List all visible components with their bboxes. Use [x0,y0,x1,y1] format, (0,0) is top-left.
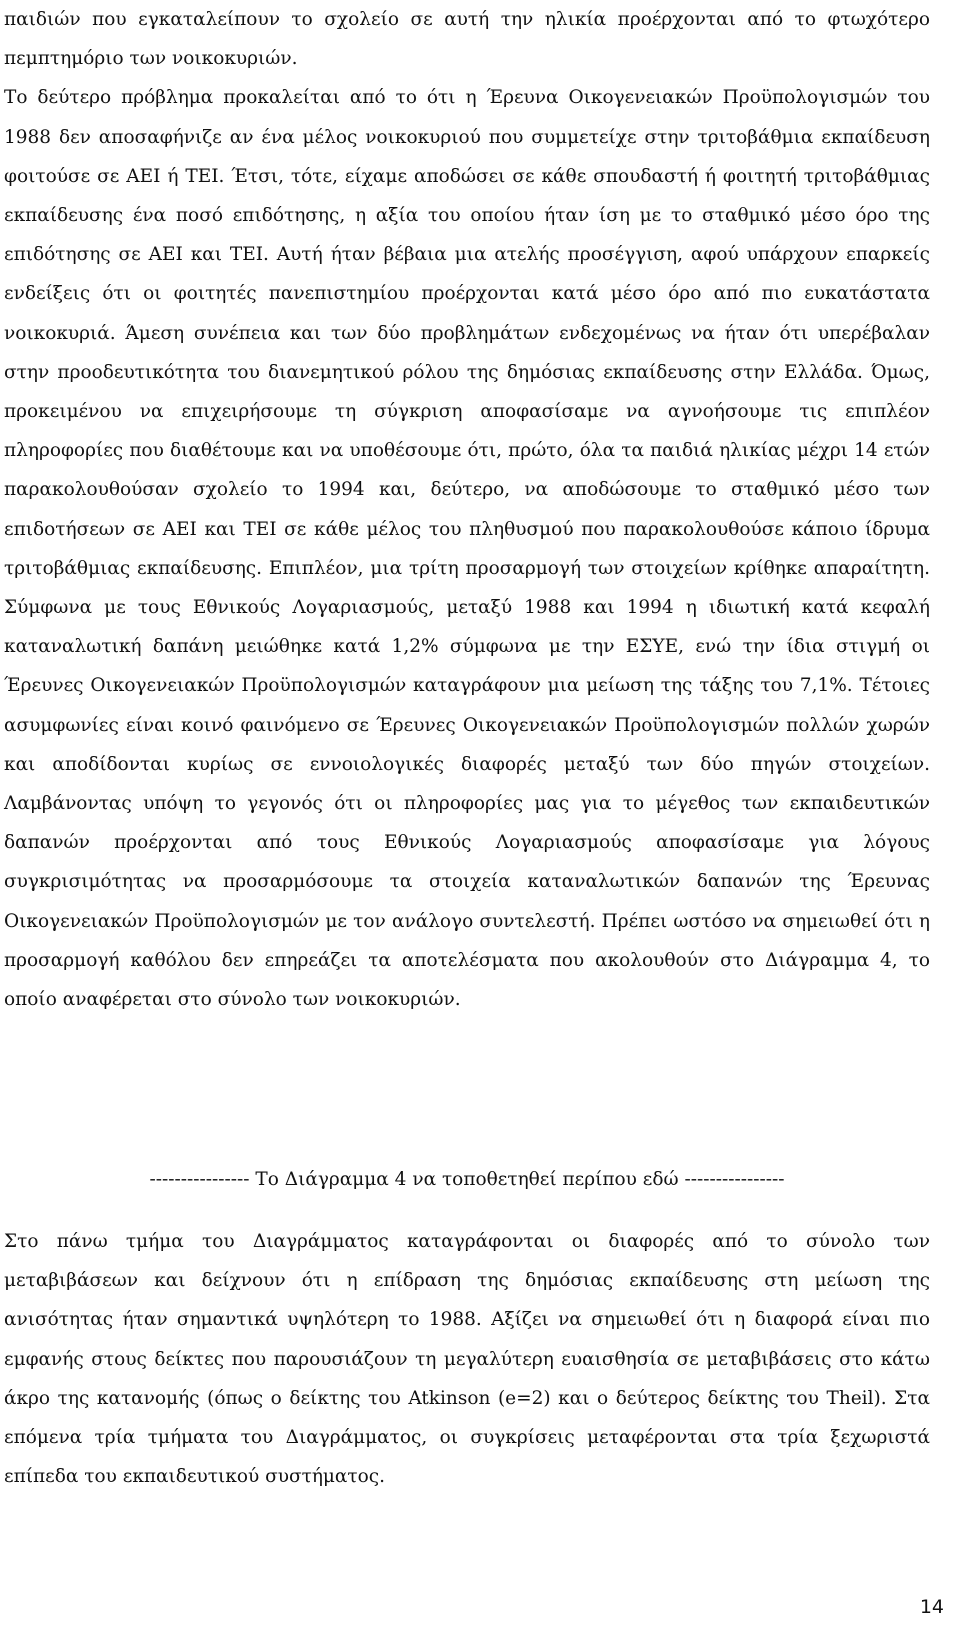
paragraph-1: παιδιών που εγκαταλείπουν το σχολείο σε αυτή την ηλικία προέρχονται από το φτωχότερο πεμπτημόριο των νοικοκυριών. [4,9,930,70]
page-number: 14 [919,1596,944,1618]
document-page [4,0,930,1488]
paragraph-2: Το δεύτερο πρόβλημα προκαλείται από το ότι η Έρευνα Οικογενειακών Προϋπολογισμών του 1988 δεν αποσαφήνιζε αν ένα μέλος νοικοκυριού που συμμετείχε στην τριτοβάθμια εκπαίδευση φοιτούσε σε ΑΕΙ ή ΤΕΙ. Έτσι, τότε, είχαμε αποδώσει σε κάθε σπουδαστή ή φοιτητή τριτοβάθμιας εκπαίδευσης ένα ποσό επιδότησης, η αξία του οποίου ήταν ίση με το σταθμικό μέσο όρο της επιδότησης σε ΑΕΙ και ΤΕΙ. Αυτή ήταν βέβαια μια ατελής προσέγγιση, αφού υπάρχουν επαρκείς ενδείξεις ότι οι φοιτητές πανεπιστημίου προέρχονται κατά μέσο όρο από πιο ευκατάστατα νοικοκυριά. Άμεση συνέπεια και των δύο προβλημάτων ενδεχομένως να ήταν ότι υπερέβαλαν στην προοδευτικότητα του διανεμητικού ρόλου της δημόσιας εκπαίδευσης στην Ελλάδα. Όμως, προκειμένου να επιχειρήσουμε τη σύγκριση αποφασίσαμε να αγνοήσουμε τις επιπλέον πληροφορίες που διαθέτουμε και να υποθέσουμε ότι, πρώτο, όλα τα παιδιά ηλικίας μέχρι 14 ετών παρακολουθούσαν σχολείο το 1994 και, δεύτερο, να αποδώσουμε το σταθμικό μέσο των επιδοτήσεων σε ΑΕΙ και ΤΕΙ σε κάθε μέλος του πληθυσμού που παρακολουθούσε κάποιο ίδρυμα τριτοβάθμιας εκπαίδευσης. Επιπλέον, μια τρίτη προσαρμογή των στοιχείων κρίθηκε απαραίτητη. Σύμφωνα με τους Εθνικούς Λογαριασμούς, μεταξύ 1988 και 1994 η ιδιωτική κατά κεφαλή καταναλωτική δαπάνη μειώθηκε κατά 1,2% σύμφωνα με την ΕΣΥΕ, ενώ την ίδια στιγμή οι Έρευνες Οικογενειακών Προϋπολογισμών καταγράφουν μια μείωση της τάξης του 7,1%. Τέτοιες ασυμφωνίες είναι κοινό φαινόμενο σε Έρευνες Οικογενειακών Προϋπολογισμών πολλών χωρών και αποδίδονται κυρίως σε εννοιολογικές διαφορές μεταξύ των δύο πηγών στοιχείων. Λαμβάνοντας υπόψη το γεγονός ότι οι πληροφορίες μας για το μέγεθος των εκπαιδευτικών δαπανών προέρχονται από τους Εθνικούς Λογαριασμούς αποφασίσαμε για λόγους συγκρισιμότητας να προσαρμόσουμε τα στοιχεία καταναλωτικών δαπανών της Έρευνας Οικογενειακών Προϋπολογισμών με τον ανάλογο συντελεστή. Πρέπει ωστόσο να σημειωθεί ότι η προσαρμογή καθόλου δεν επηρεάζει τα αποτελέσματα που ακολουθούν στο Διάγραμμα 4, το οποίο αναφέρεται στο σύνολο των νοικοκυριών. [4,87,930,1011]
figure-placeholder-note: ---------------- Το Διάγραμμα 4 να τοποθετηθεί περίπου εδώ ---------------- [149,1169,785,1190]
paragraph-3: Στο πάνω τμήμα του Διαγράμματος καταγράφονται οι διαφορές από το σύνολο των μεταβιβάσεων και δείχνουν ότι η επίδραση της δημόσιας εκπαίδευσης στη μείωση της ανισότητας ήταν σημαντικά υψηλότερη το 1988. Αξίζει να σημειωθεί ότι η διαφορά είναι πιο εμφανής στους δείκτες που παρουσιάζουν τη μεγαλύτερη ευαισθησία σε μεταβιβάσεις στο κάτω άκρο της κατανομής (όπως ο δείκτης του Atkinson (e=2) και ο δεύτερος δείκτης του Theil). Στα επόμενα τρία τμήματα του Διαγράμματος, οι συγκρίσεις μεταφέρονται στα τρία ξεχωριστά επίπεδα του εκπαιδευτικού συστήματος. [4,1231,930,1488]
